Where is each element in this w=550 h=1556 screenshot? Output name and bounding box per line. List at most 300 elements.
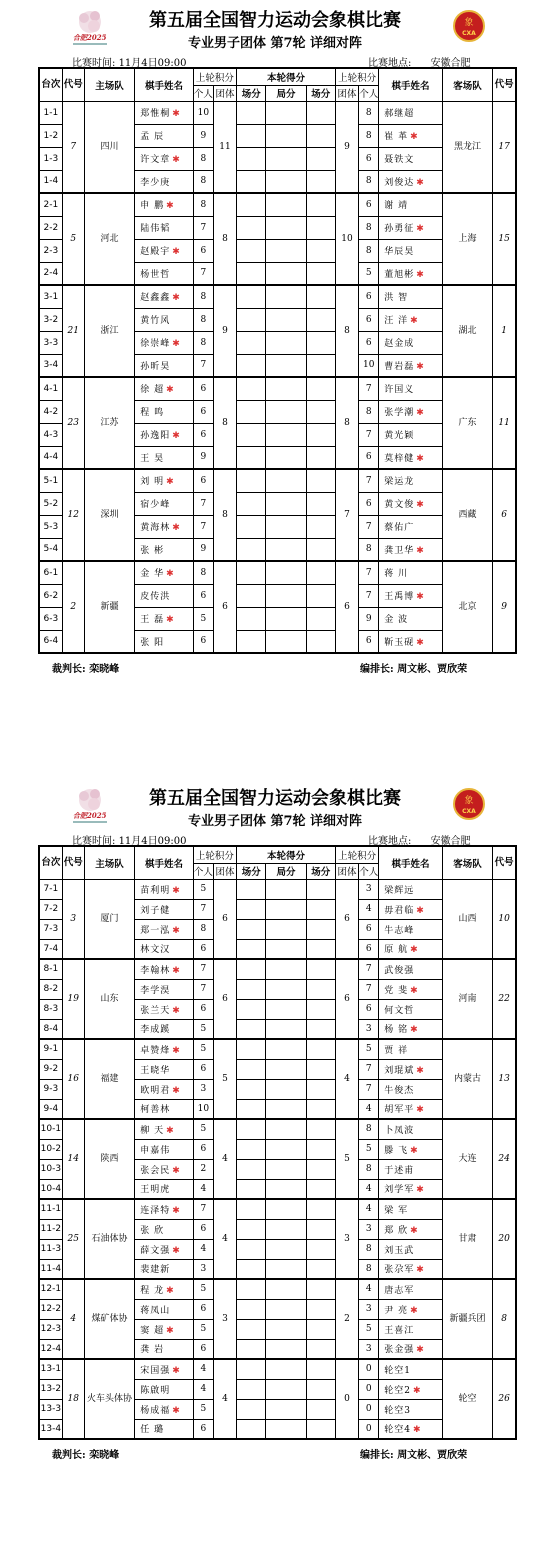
board-id: 3-2	[39, 308, 62, 331]
board-id: 11-3	[39, 1239, 62, 1259]
away-match-points	[306, 262, 335, 285]
game-points	[266, 1099, 306, 1119]
game-points	[266, 170, 306, 193]
red-side-icon: ✱	[416, 592, 425, 602]
away-individual-score: 7	[359, 1059, 379, 1079]
home-individual-score: 9	[193, 538, 213, 561]
col-game: 局分	[266, 863, 306, 879]
red-side-icon: ✱	[410, 316, 419, 326]
away-match-points	[306, 1119, 335, 1139]
board-id: 3-1	[39, 285, 62, 308]
home-team-score: 6	[213, 879, 236, 959]
col-match-away: 场分	[306, 863, 335, 879]
board-id: 7-3	[39, 919, 62, 939]
away-individual-score: 0	[359, 1399, 379, 1419]
away-match-points	[306, 1159, 335, 1179]
game-points	[266, 331, 306, 354]
home-individual-score: 6	[193, 630, 213, 653]
home-individual-score: 6	[193, 469, 213, 492]
board-id: 10-3	[39, 1159, 62, 1179]
home-individual-score: 8	[193, 331, 213, 354]
col-code: 代号	[62, 68, 84, 101]
away-individual-score: 8	[359, 124, 379, 147]
away-code: 11	[493, 377, 516, 469]
match-place: 比赛地点: 安徽合肥	[368, 58, 471, 69]
game-points	[266, 630, 306, 653]
home-team: 深圳	[84, 469, 134, 561]
red-side-icon: ✱	[416, 1185, 425, 1196]
away-match-points	[306, 400, 335, 423]
home-match-points	[237, 1359, 266, 1379]
away-match-points	[306, 331, 335, 354]
game-points	[266, 239, 306, 262]
red-side-icon: ✱	[410, 1225, 419, 1236]
away-team-score: 4	[335, 1039, 358, 1119]
home-player: 王明虎	[135, 1179, 193, 1199]
game-points	[266, 101, 306, 124]
game-points	[266, 607, 306, 630]
away-player: 轮空2 ✱	[379, 1379, 443, 1399]
away-player: 何文哲	[379, 999, 443, 1019]
home-match-points	[237, 377, 266, 400]
col-code: 代号	[62, 846, 84, 879]
home-match-points	[237, 1339, 266, 1359]
game-points	[266, 561, 306, 584]
home-match-points	[237, 262, 266, 285]
away-match-points	[306, 939, 335, 959]
col-individual: 个人	[193, 863, 213, 879]
home-individual-score: 5	[193, 607, 213, 630]
game-points	[266, 377, 306, 400]
red-side-icon: ✱	[172, 965, 181, 976]
away-match-points	[306, 1019, 335, 1039]
home-player: 徐崇峰 ✱	[135, 331, 193, 354]
home-team-score: 6	[213, 561, 236, 653]
home-code: 18	[62, 1359, 84, 1439]
home-player: 李翰林 ✱	[135, 959, 193, 979]
col-player: 棋手姓名	[135, 68, 193, 101]
col-code-away: 代号	[493, 68, 516, 101]
home-match-points	[237, 446, 266, 469]
home-individual-score: 5	[193, 1119, 213, 1139]
home-individual-score: 8	[193, 308, 213, 331]
table-row	[39, 1199, 516, 1219]
away-individual-score: 8	[359, 170, 379, 193]
away-player: 党 斐 ✱	[379, 979, 443, 999]
away-individual-score: 3	[359, 879, 379, 899]
home-code: 4	[62, 1279, 84, 1359]
game-points	[266, 515, 306, 538]
away-individual-score: 6	[359, 285, 379, 308]
home-individual-score: 7	[193, 262, 213, 285]
away-player: 靳玉砚 ✱	[379, 630, 443, 653]
board-id: 8-3	[39, 999, 62, 1019]
game-points	[266, 1059, 306, 1079]
home-individual-score: 7	[193, 492, 213, 515]
table-row	[39, 469, 516, 492]
home-match-points	[237, 1099, 266, 1119]
away-team: 黑龙江	[442, 101, 492, 193]
home-player: 柯善林	[135, 1099, 193, 1119]
board-id: 9-1	[39, 1039, 62, 1059]
game-points	[266, 979, 306, 999]
away-team: 西藏	[442, 469, 492, 561]
home-match-points	[237, 492, 266, 515]
red-side-icon: ✱	[416, 1065, 425, 1076]
home-match-points	[237, 1259, 266, 1279]
away-individual-score: 7	[359, 561, 379, 584]
away-match-points	[306, 216, 335, 239]
red-side-icon: ✱	[416, 1265, 425, 1276]
away-player: 聂铁文	[379, 147, 443, 170]
away-player: 曹岩磊 ✱	[379, 354, 443, 377]
game-points	[266, 538, 306, 561]
home-player: 李少庚	[135, 170, 193, 193]
home-team: 石油体协	[84, 1199, 134, 1279]
game-points	[266, 1239, 306, 1259]
away-team: 湖北	[442, 285, 492, 377]
away-code: 22	[493, 959, 516, 1039]
board-id: 9-4	[39, 1099, 62, 1119]
home-player: 王晓华	[135, 1059, 193, 1079]
table-row	[39, 193, 516, 216]
svg-text:象: 象	[464, 18, 474, 28]
away-player: 梁辉远	[379, 879, 443, 899]
away-code: 20	[493, 1199, 516, 1279]
home-player: 宋国强 ✱	[135, 1359, 193, 1379]
board-id: 11-1	[39, 1199, 62, 1219]
away-individual-score: 6	[359, 147, 379, 170]
home-individual-score: 4	[193, 1239, 213, 1259]
red-side-icon: ✱	[172, 523, 181, 533]
board-id: 2-2	[39, 216, 62, 239]
game-points	[266, 1179, 306, 1199]
away-player: 龚卫华 ✱	[379, 538, 443, 561]
home-match-points	[237, 1419, 266, 1439]
home-individual-score: 3	[193, 1079, 213, 1099]
away-player: 胡军平 ✱	[379, 1099, 443, 1119]
red-side-icon: ✱	[172, 1365, 181, 1376]
board-id: 2-4	[39, 262, 62, 285]
game-points	[266, 400, 306, 423]
home-player: 窦 超 ✱	[135, 1319, 193, 1339]
home-player: 孙昕昊	[135, 354, 193, 377]
board-id: 8-1	[39, 959, 62, 979]
away-match-points	[306, 515, 335, 538]
referee-signature: 裁判长: 栾晓峰	[52, 664, 120, 675]
home-individual-score: 8	[193, 193, 213, 216]
col-match: 场分	[237, 863, 266, 879]
away-match-points	[306, 630, 335, 653]
home-player: 郑惟桐 ✱	[135, 101, 193, 124]
game-points	[266, 1299, 306, 1319]
board-id: 6-3	[39, 607, 62, 630]
board-id: 3-4	[39, 354, 62, 377]
away-team-score: 7	[335, 469, 358, 561]
game-points	[266, 1339, 306, 1359]
away-player: 莫梓健 ✱	[379, 446, 443, 469]
home-individual-score: 5	[193, 1319, 213, 1339]
away-match-points	[306, 1199, 335, 1219]
away-match-points	[306, 879, 335, 899]
away-team: 广东	[442, 377, 492, 469]
away-individual-score: 6	[359, 939, 379, 959]
away-individual-score: 5	[359, 1039, 379, 1059]
away-individual-score: 3	[359, 1219, 379, 1239]
home-player: 申嘉伟	[135, 1139, 193, 1159]
red-side-icon: ✱	[172, 109, 181, 119]
home-match-points	[237, 1179, 266, 1199]
home-match-points	[237, 1119, 266, 1139]
arranger-signature: 编排长: 周文彬、贾欣荣	[360, 664, 468, 675]
away-team-score: 8	[335, 377, 358, 469]
home-match-points	[237, 1159, 266, 1179]
col-prev-score: 上轮积分	[193, 68, 236, 85]
away-individual-score: 5	[359, 1139, 379, 1159]
pairing-table	[38, 845, 517, 1440]
red-side-icon: ✱	[416, 1105, 425, 1116]
away-match-points	[306, 919, 335, 939]
away-individual-score: 0	[359, 1419, 379, 1439]
away-player: 赵金成	[379, 331, 443, 354]
away-team: 山西	[442, 879, 492, 959]
game-points	[266, 1259, 306, 1279]
home-team: 山东	[84, 959, 134, 1039]
home-match-points	[237, 469, 266, 492]
away-code: 10	[493, 879, 516, 959]
away-player: 黄光颖	[379, 423, 443, 446]
pairing-table	[38, 67, 517, 654]
red-side-icon: ✱	[172, 885, 181, 896]
game-points	[266, 1039, 306, 1059]
home-player: 程 鸣	[135, 400, 193, 423]
away-individual-score: 3	[359, 1019, 379, 1039]
home-individual-score: 8	[193, 561, 213, 584]
away-match-points	[306, 147, 335, 170]
home-team-score: 8	[213, 193, 236, 285]
board-id: 5-3	[39, 515, 62, 538]
away-player: 蒋 川	[379, 561, 443, 584]
col-individual-away: 个人	[359, 85, 379, 101]
table-row	[39, 377, 516, 400]
red-side-icon: ✱	[416, 177, 425, 188]
home-player: 黄竹风	[135, 308, 193, 331]
away-match-points	[306, 1139, 335, 1159]
game-points	[266, 193, 306, 216]
game-points	[266, 1359, 306, 1379]
home-individual-score: 9	[193, 446, 213, 469]
red-side-icon: ✱	[172, 1005, 181, 1016]
board-id: 9-2	[39, 1059, 62, 1079]
home-player: 张 欣	[135, 1219, 193, 1239]
home-match-points	[237, 170, 266, 193]
game-points	[266, 285, 306, 308]
chess-association-logo-icon	[453, 10, 485, 42]
arranger-signature: 编排长: 周文彬、贾欣荣	[360, 1450, 468, 1461]
away-match-points	[306, 1319, 335, 1339]
red-side-icon: ✱	[416, 500, 425, 510]
col-round: 台次	[39, 68, 62, 101]
home-team-score: 3	[213, 1279, 236, 1359]
red-side-icon: ✱	[416, 453, 425, 464]
away-player: 毋君临 ✱	[379, 899, 443, 919]
table-row	[39, 1279, 516, 1299]
board-id: 4-1	[39, 377, 62, 400]
home-individual-score: 8	[193, 147, 213, 170]
away-match-points	[306, 584, 335, 607]
away-individual-score: 3	[359, 1299, 379, 1319]
home-player: 李成蹊	[135, 1019, 193, 1039]
away-player: 尹 亮 ✱	[379, 1299, 443, 1319]
col-game: 局分	[266, 85, 306, 101]
col-prev-score: 上轮积分	[193, 846, 236, 863]
game-points	[266, 446, 306, 469]
game-points	[266, 584, 306, 607]
home-individual-score: 5	[193, 1399, 213, 1419]
away-individual-score: 4	[359, 1179, 379, 1199]
away-match-points	[306, 170, 335, 193]
away-individual-score: 7	[359, 959, 379, 979]
home-player: 张会民 ✱	[135, 1159, 193, 1179]
home-individual-score: 7	[193, 216, 213, 239]
home-player: 薛文强 ✱	[135, 1239, 193, 1259]
home-player: 孙逸阳 ✱	[135, 423, 193, 446]
col-prev-score-away: 上轮积分	[335, 68, 378, 85]
away-match-points	[306, 101, 335, 124]
home-player: 连泽特 ✱	[135, 1199, 193, 1219]
away-team-score: 2	[335, 1279, 358, 1359]
board-id: 6-4	[39, 630, 62, 653]
away-code: 13	[493, 1039, 516, 1119]
away-player: 梁运龙	[379, 469, 443, 492]
home-code: 2	[62, 561, 84, 653]
board-id: 4-3	[39, 423, 62, 446]
board-id: 1-1	[39, 101, 62, 124]
game-points	[266, 1139, 306, 1159]
home-match-points	[237, 959, 266, 979]
red-side-icon: ✱	[416, 361, 425, 372]
home-individual-score: 6	[193, 1339, 213, 1359]
away-individual-score: 6	[359, 999, 379, 1019]
board-id: 8-2	[39, 979, 62, 999]
away-individual-score: 7	[359, 515, 379, 538]
board-id: 12-3	[39, 1319, 62, 1339]
home-match-points	[237, 285, 266, 308]
away-individual-score: 7	[359, 979, 379, 999]
board-id: 13-4	[39, 1419, 62, 1439]
board-id: 5-4	[39, 538, 62, 561]
game-points	[266, 1279, 306, 1299]
svg-text:CXA: CXA	[462, 808, 476, 815]
home-individual-score: 8	[193, 170, 213, 193]
away-match-points	[306, 469, 335, 492]
home-player: 蒋凤山	[135, 1299, 193, 1319]
home-match-points	[237, 1199, 266, 1219]
away-individual-score: 8	[359, 538, 379, 561]
game-points	[266, 308, 306, 331]
col-player: 棋手姓名	[135, 846, 193, 879]
red-side-icon: ✱	[410, 132, 419, 142]
table-row	[39, 1359, 516, 1379]
board-id: 10-1	[39, 1119, 62, 1139]
home-match-points	[237, 1219, 266, 1239]
col-round: 台次	[39, 846, 62, 879]
home-match-points	[237, 879, 266, 899]
game-points	[266, 423, 306, 446]
col-prev-score-away: 上轮积分	[335, 846, 378, 863]
home-match-points	[237, 1239, 266, 1259]
home-player: 张兰天 ✱	[135, 999, 193, 1019]
away-individual-score: 3	[359, 1339, 379, 1359]
col-round-score: 本轮得分	[237, 68, 336, 85]
away-team-score: 8	[335, 285, 358, 377]
game-points	[266, 959, 306, 979]
away-player: 洪 智	[379, 285, 443, 308]
away-player: 唐志军	[379, 1279, 443, 1299]
home-individual-score: 7	[193, 515, 213, 538]
page-subtitle: 专业男子团体 第7轮 详细对阵	[187, 814, 363, 829]
away-player: 卜凤波	[379, 1119, 443, 1139]
home-player: 柳 天 ✱	[135, 1119, 193, 1139]
board-id: 7-2	[39, 899, 62, 919]
away-player: 谢 靖	[379, 193, 443, 216]
red-side-icon: ✱	[416, 224, 425, 234]
home-team-score: 4	[213, 1119, 236, 1199]
home-player: 赵鑫鑫 ✱	[135, 285, 193, 308]
home-match-points	[237, 101, 266, 124]
board-id: 11-4	[39, 1259, 62, 1279]
home-team: 浙江	[84, 285, 134, 377]
red-side-icon: ✱	[172, 431, 181, 441]
board-id: 12-4	[39, 1339, 62, 1359]
away-match-points	[306, 979, 335, 999]
away-individual-score: 7	[359, 469, 379, 492]
game-points	[266, 899, 306, 919]
away-individual-score: 5	[359, 262, 379, 285]
red-side-icon: ✱	[416, 1345, 425, 1356]
home-player: 徐 超 ✱	[135, 377, 193, 400]
board-id: 1-4	[39, 170, 62, 193]
game-points	[266, 1199, 306, 1219]
away-code: 9	[493, 561, 516, 653]
home-match-points	[237, 423, 266, 446]
home-match-points	[237, 1039, 266, 1059]
home-player: 申 鹏 ✱	[135, 193, 193, 216]
col-match: 场分	[237, 85, 266, 101]
red-side-icon: ✱	[166, 615, 175, 625]
home-match-points	[237, 515, 266, 538]
home-individual-score: 7	[193, 979, 213, 999]
home-individual-score: 6	[193, 1419, 213, 1439]
away-player: 牛志峰	[379, 919, 443, 939]
away-team: 河南	[442, 959, 492, 1039]
away-match-points	[306, 1279, 335, 1299]
away-player: 王喜江	[379, 1319, 443, 1339]
home-individual-score: 9	[193, 124, 213, 147]
game-points	[266, 1019, 306, 1039]
game-points	[266, 124, 306, 147]
board-id: 11-2	[39, 1219, 62, 1239]
home-player: 赵殿宇 ✱	[135, 239, 193, 262]
page-subtitle: 专业男子团体 第7轮 详细对阵	[187, 36, 363, 51]
home-match-points	[237, 607, 266, 630]
away-player: 轮空1	[379, 1359, 443, 1379]
red-side-icon: ✱	[166, 1325, 175, 1336]
red-side-icon: ✱	[416, 408, 425, 418]
away-team: 轮空	[442, 1359, 492, 1439]
col-individual: 个人	[193, 85, 213, 101]
away-match-points	[306, 1219, 335, 1239]
